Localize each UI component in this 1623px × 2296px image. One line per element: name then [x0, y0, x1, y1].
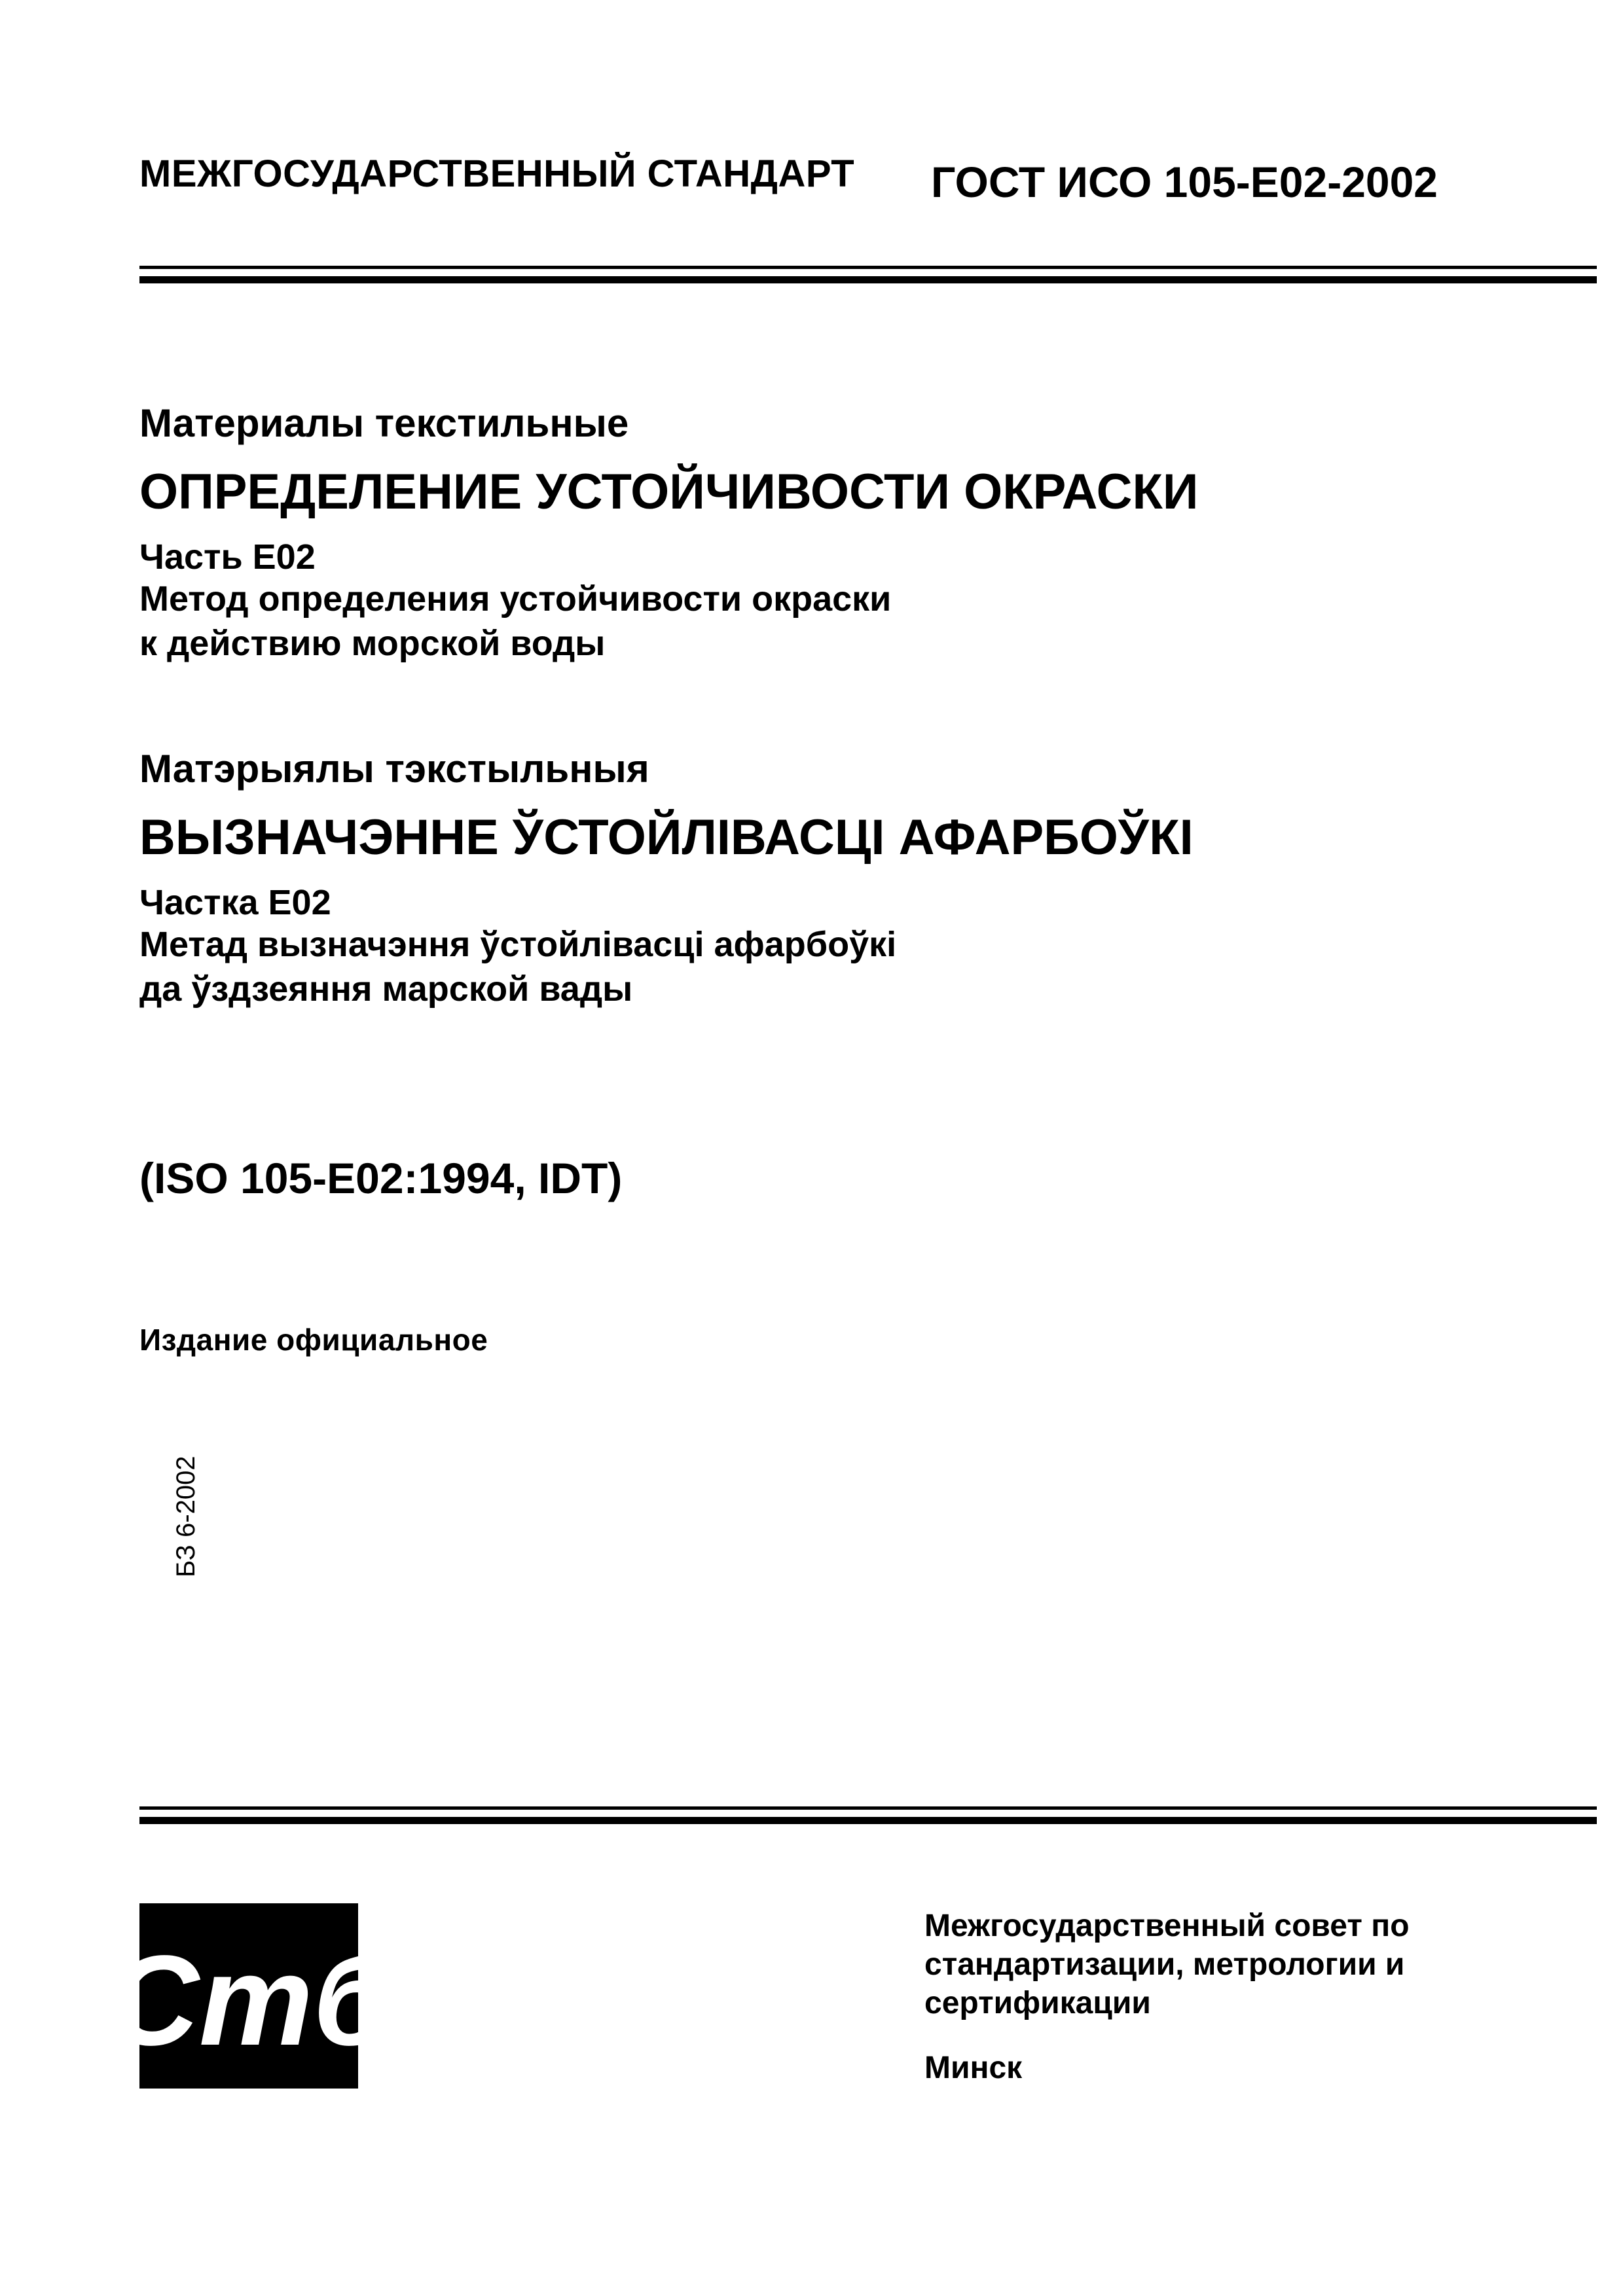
iso-reference: (ISO 105-E02:1994, IDT) — [139, 1154, 623, 1202]
publisher-line-3: сертификации — [924, 1986, 1151, 2020]
ru-main-title: ОПРЕДЕЛЕНИЕ УСТОЙЧИВОСТИ ОКРАСКИ — [139, 464, 1199, 520]
top-rule-thick — [139, 276, 1597, 283]
publisher-line-2: стандартизации, метрологии и — [924, 1947, 1405, 1982]
catalog-code: БЗ 6-2002 — [172, 1456, 200, 1577]
ru-lead-title: Материалы текстильные — [139, 401, 629, 445]
bottom-rule-thin — [139, 1806, 1597, 1810]
publisher-line-1: Межгосударственный совет по — [924, 1909, 1410, 1943]
stb-logo-icon — [106, 1903, 393, 2089]
ru-subtitle-line-1: Метод определения устойчивости окраски — [139, 579, 892, 619]
be-subtitle-line-2: да ўздзеяння марской вады — [139, 969, 633, 1009]
stb-logo-text: Стб — [106, 1929, 393, 2072]
standard-number: ГОСТ ИСО 105-Е02-2002 — [931, 158, 1438, 206]
be-part-label: Частка Е02 — [139, 883, 331, 922]
edition-note: Издание официальное — [139, 1323, 488, 1357]
publisher-city: Минск — [924, 2051, 1023, 2085]
be-subtitle-line-1: Метад вызначэння ўстойлівасці афарбоўкі — [139, 925, 897, 964]
standard-type-heading: МЕЖГОСУДАРСТВЕННЫЙ СТАНДАРТ — [139, 152, 855, 195]
be-lead-title: Матэрыялы тэкстыльныя — [139, 747, 649, 791]
be-main-title: ВЫЗНАЧЭННЕ ЎСТОЙЛІВАСЦІ АФАРБОЎКІ — [139, 810, 1194, 865]
bottom-rule-thick — [139, 1817, 1597, 1824]
ru-part-label: Часть Е02 — [139, 537, 316, 577]
ru-subtitle-line-2: к действию морской воды — [139, 624, 606, 663]
top-rule-thin — [139, 266, 1597, 269]
